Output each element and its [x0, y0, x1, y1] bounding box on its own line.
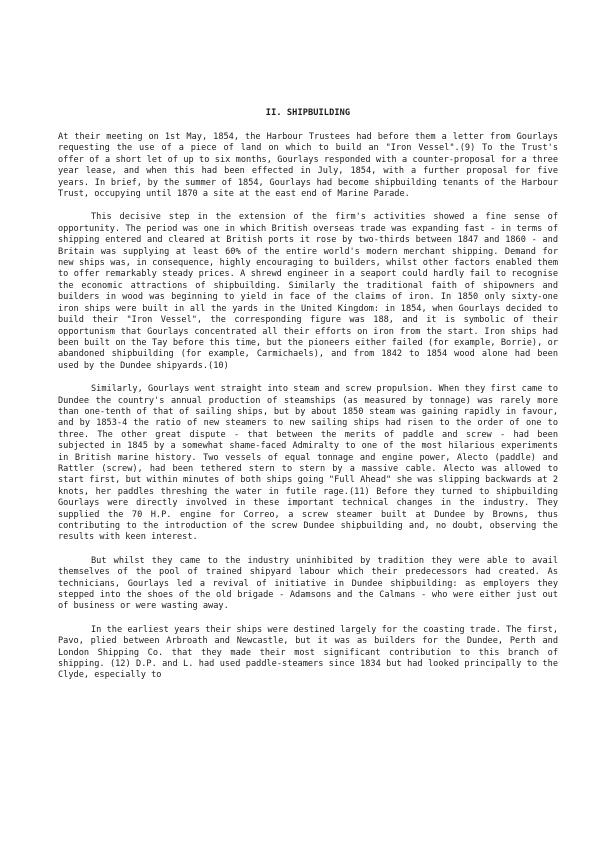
paragraph-4: But whilst they came to the industry uninhibited by tradition they were able to avail themselves of the pool of trained shipyard labour which their predecessors had created. As technicians, Gourlays led a revival of initiative in Dundee shipbuilding: as employers they stepped into the shoes of the old brigade - Adamsons and the Calmans - who were either just out of business or were wasting away.: [58, 555, 558, 612]
paragraph-5: In the earliest years their ships were destined largely for the coasting trade. The first, Pavo, plied between Arbroath and Newcastle, but it was as builders for the Dundee, Perth and London Shipping Co. that they made their most significant contribution to this branch of shipping. (12) D.P. and L. had used paddle-steamers since 1834 but had looked principally to the Clyde, especially to: [58, 624, 558, 681]
paragraph-2: This decisive step in the extension of the firm's activities showed a fine sense of opportunity. The period was one in which British overseas trade was expanding fast - in terms of shipping entered and cleared at British ports it rose by two-thirds between 1847 and 1860 - and Britain was supplying at least 60% of the entire world's modern merchant shipping. Demand for new ships was, in consequence, highly encouraging to builders, whilst other factors enabled them to offer remarkably steady prices. A shrewd engineer in a seaport could hardly fail to recognise the economic attractions of shipbuilding. Similarly the traditional faith of shipowners and builders in wood was beginning to yield in face of the claims of iron. In 1850 only sixty-one iron ships were built in all the yards in the United Kingdom: in 1854, when Gourlays decided to build their "Iron Vessel", the corresponding figure was 188, and it is symbolic of their opportunism that Gourlays concentrated all their efforts on iron from the start. Iron ships had been built on the Tay before this time, but the pioneers either failed (for example, Borrie), or abandoned shipbuilding (for example, Carmichaels), and from 1842 to 1854 wood alone had been used by the Dundee shipyards.(10): [58, 212, 558, 371]
document-page: [58, 108, 558, 694]
paragraph-1: At their meeting on 1st May, 1854, the Harbour Trustees had before them a letter from Gourlays requesting the use of a piece of land on which to build an "Iron Vessel".(9) To the Trust's offer of a short let of up to six months, Gourlays responded with a counter-proposal for a three year lease, and when this had been effected in July, 1854, with a further proposal for five years. In brief, by the summer of 1854, Gourlays had become shipbuilding tenants of the Harbour Trust, occupying until 1870 a site at the east end of Marine Parade.: [58, 132, 558, 200]
paragraph-3: Similarly, Gourlays went straight into steam and screw propulsion. When they first came to Dundee the country's annual production of steamships (as measured by tonnage) was rarely more than one-tenth of that of sailing ships, but by about 1850 steam was gaining rapidly in favour, and by 1853-4 the ratio of new steamers to new sailing ships had risen to the order of one to three. The other great dispute - that between the merits of paddle and screw - had been subjected in 1845 by a somewhat shame-faced Admiralty to one of the most hilarious experiments in British marine history. Two vessels of equal tonnage and engine power, Alecto (paddle) and Rattler (screw), had been tethered stern to stern by a massive cable. Alecto was allowed to start first, but within minutes of both ships going "Full Ahead" she was slipping backwards at 2 knots, her paddles threshing the water in futile rage.(11) Before they turned to shipbuilding Gourlays were directly involved in these important technical changes in the industry. They supplied the 70 H.P. engine for Correo, a screw steamer built at Dundee by Browns, thus contributing to the introduction of the screw Dundee shipbuilding and, no doubt, observing the results with keen interest.: [58, 384, 558, 543]
section-heading: II. SHIPBUILDING: [265, 108, 351, 118]
